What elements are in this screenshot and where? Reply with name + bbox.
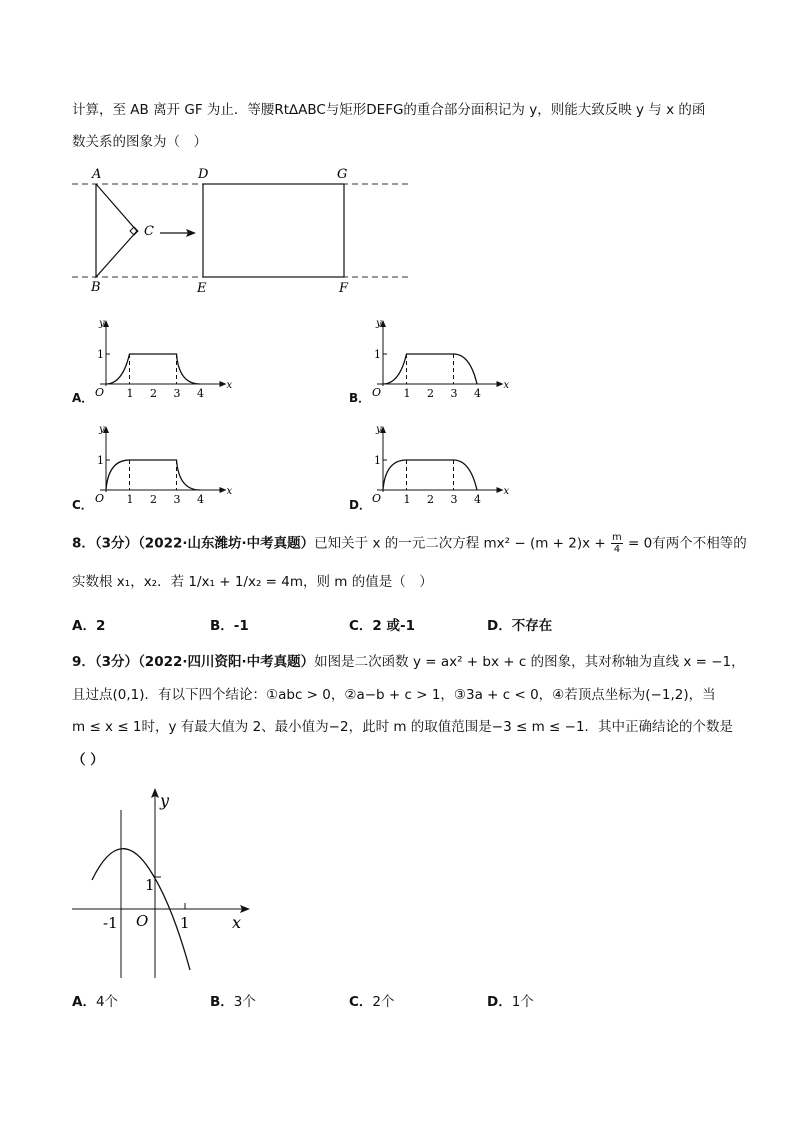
x-axis-arrow <box>497 487 504 493</box>
q9-option-a[interactable] <box>72 992 118 1012</box>
q9-option-c-label: C． <box>349 994 373 1010</box>
q7-text-line1: 计算，至 AB 离开 GF 为止．等腰Rt∆ABC与矩形DEFG的重合部分面积记为 y，则能大致反映 y 与 x 的函 <box>72 102 706 118</box>
label-B: B <box>91 280 101 295</box>
tick-label-1: 1 <box>126 493 134 506</box>
label-y: y <box>99 318 105 329</box>
q8-option-a-label: A． <box>72 618 96 634</box>
q9-line3: m ≤ x ≤ 1时，y 有最大值为 2、最小值为−2，此时 m 的取值范围是−3 ≤ m ≤ −1．其中正确结论的个数是 <box>72 719 734 735</box>
tick-label-4: 4 <box>474 387 481 400</box>
q8-option-b-value: -1 <box>233 618 249 634</box>
q8-fraction <box>611 532 623 555</box>
tick-label-1: 1 <box>126 387 134 400</box>
label-x: x <box>226 486 233 497</box>
q9-line2: 且过点(0,1)．有以下四个结论：①abc > 0，②a−b + c > 1，③3a + c < 0，④若顶点坐标为(−1,2)，当 <box>72 687 716 703</box>
label-x: x <box>226 380 233 391</box>
q8-frac-den: 4 <box>613 544 621 555</box>
q9-option-a-label: A． <box>72 994 96 1010</box>
label-y: y <box>376 318 382 329</box>
function-curve <box>106 354 200 384</box>
q8-number: 8． <box>72 535 95 552</box>
label-y-one: 1 <box>374 454 381 467</box>
label-y: y <box>99 424 105 435</box>
q8-option-d-label: D． <box>487 618 512 634</box>
function-curve <box>383 460 477 490</box>
label-F: F <box>339 281 349 295</box>
label-A: A <box>92 167 102 182</box>
q7-option-d-graph[interactable] <box>367 420 517 510</box>
q9-option-b[interactable] <box>210 992 256 1012</box>
q9-points: （3分） <box>94 654 139 670</box>
tick-label-4: 4 <box>197 387 204 400</box>
q9-line1 <box>72 652 745 672</box>
tick-label-2: 2 <box>150 387 157 400</box>
x-axis-arrow <box>220 381 227 387</box>
q9-option-d-label: D． <box>487 994 512 1010</box>
q9-option-d[interactable] <box>487 992 534 1012</box>
q7-option-b-graph[interactable] <box>367 314 517 404</box>
tick-label-2: 2 <box>427 387 434 400</box>
q8-points: （3分） <box>94 535 139 552</box>
label-E: E <box>197 281 207 295</box>
q9-text-line1: 如图是二次函数 y = ax² + bx + c 的图象，其对称轴为直线 x = −1， <box>314 654 745 670</box>
label-C: C <box>144 224 154 239</box>
function-curve <box>383 354 477 384</box>
tick-label-2: 2 <box>427 493 434 506</box>
tick-label-3: 3 <box>450 493 458 506</box>
q7-option-b-label[interactable]: B． <box>349 391 371 405</box>
q9-source: （2022·四川资阳·中考真题） <box>138 654 315 670</box>
q9-parabola-graph <box>68 780 258 980</box>
q9-option-a-value: 4个 <box>95 994 119 1010</box>
label-D: D <box>198 167 209 182</box>
q7-option-a-label[interactable]: A． <box>72 391 94 405</box>
tick-label-4: 4 <box>474 493 481 506</box>
x-axis-arrow <box>497 381 504 387</box>
q7-option-a-graph[interactable] <box>90 314 240 404</box>
q9-label-origin: O <box>136 912 149 930</box>
q8-option-c-value: 2 或-1 <box>372 618 416 634</box>
q8-source: （2022·山东潍坊·中考真题） <box>138 535 315 552</box>
tick-label-4: 4 <box>197 493 204 506</box>
label-y: y <box>376 424 382 435</box>
label-origin: O <box>95 386 105 399</box>
x-axis-arrow <box>220 487 227 493</box>
tick-label-3: 3 <box>450 387 458 400</box>
q7-text-line2: 数关系的图象为（ ） <box>72 134 207 150</box>
q9-label-neg1: -1 <box>103 914 118 932</box>
q8-option-b-label: B． <box>210 618 234 634</box>
q7-option-c-label[interactable]: C． <box>72 498 93 512</box>
q8-option-b[interactable] <box>210 616 249 636</box>
function-curve <box>106 460 200 490</box>
q8-option-d-value: 不存在 <box>511 618 553 634</box>
q9-line4: （ ） <box>72 752 104 768</box>
label-y-one: 1 <box>97 348 104 361</box>
q8-option-d[interactable] <box>487 616 552 636</box>
q8-line1 <box>72 532 747 555</box>
q8-option-a-value: 2 <box>95 618 106 634</box>
label-G: G <box>337 167 348 182</box>
q8-option-a[interactable] <box>72 616 105 636</box>
q9-option-d-value: 1个 <box>511 994 534 1010</box>
q9-label-one-x: 1 <box>180 914 190 932</box>
rectangle-defg <box>203 184 344 277</box>
label-origin: O <box>372 492 382 505</box>
q8-line2: 实数根 x₁，x₂．若 1/x₁ + 1/x₂ = 4m，则 m 的值是（ ） <box>72 574 433 590</box>
q9-label-one-y: 1 <box>145 876 155 894</box>
label-x: x <box>503 486 510 497</box>
tick-label-3: 3 <box>173 387 181 400</box>
tick-label-2: 2 <box>150 493 157 506</box>
q9-number: 9． <box>72 654 95 670</box>
q7-geometry-figure <box>68 165 418 295</box>
label-origin: O <box>95 492 105 505</box>
q7-option-c-graph[interactable] <box>90 420 240 510</box>
q9-label-x: x <box>232 913 242 932</box>
label-y-one: 1 <box>374 348 381 361</box>
q7-option-d-label[interactable]: D． <box>349 498 371 512</box>
label-y-one: 1 <box>97 454 104 467</box>
tick-label-1: 1 <box>403 493 411 506</box>
q8-option-c[interactable] <box>349 616 415 636</box>
q8-text-a: 已知关于 x 的一元二次方程 mx² − (m + 2)x + <box>314 535 611 552</box>
q8-frac-num: m <box>612 532 622 543</box>
q9-option-c-value: 2个 <box>372 994 395 1010</box>
q9-option-b-value: 3个 <box>233 994 256 1010</box>
tick-label-3: 3 <box>173 493 181 506</box>
q8-text-b: = 0有两个不相等的 <box>623 535 747 552</box>
label-x: x <box>503 380 510 391</box>
q8-option-c-label: C． <box>349 618 373 634</box>
q9-option-b-label: B． <box>210 994 234 1010</box>
tick-label-1: 1 <box>403 387 411 400</box>
label-origin: O <box>372 386 382 399</box>
q9-label-y: y <box>160 791 170 810</box>
q9-option-c[interactable] <box>349 992 395 1012</box>
